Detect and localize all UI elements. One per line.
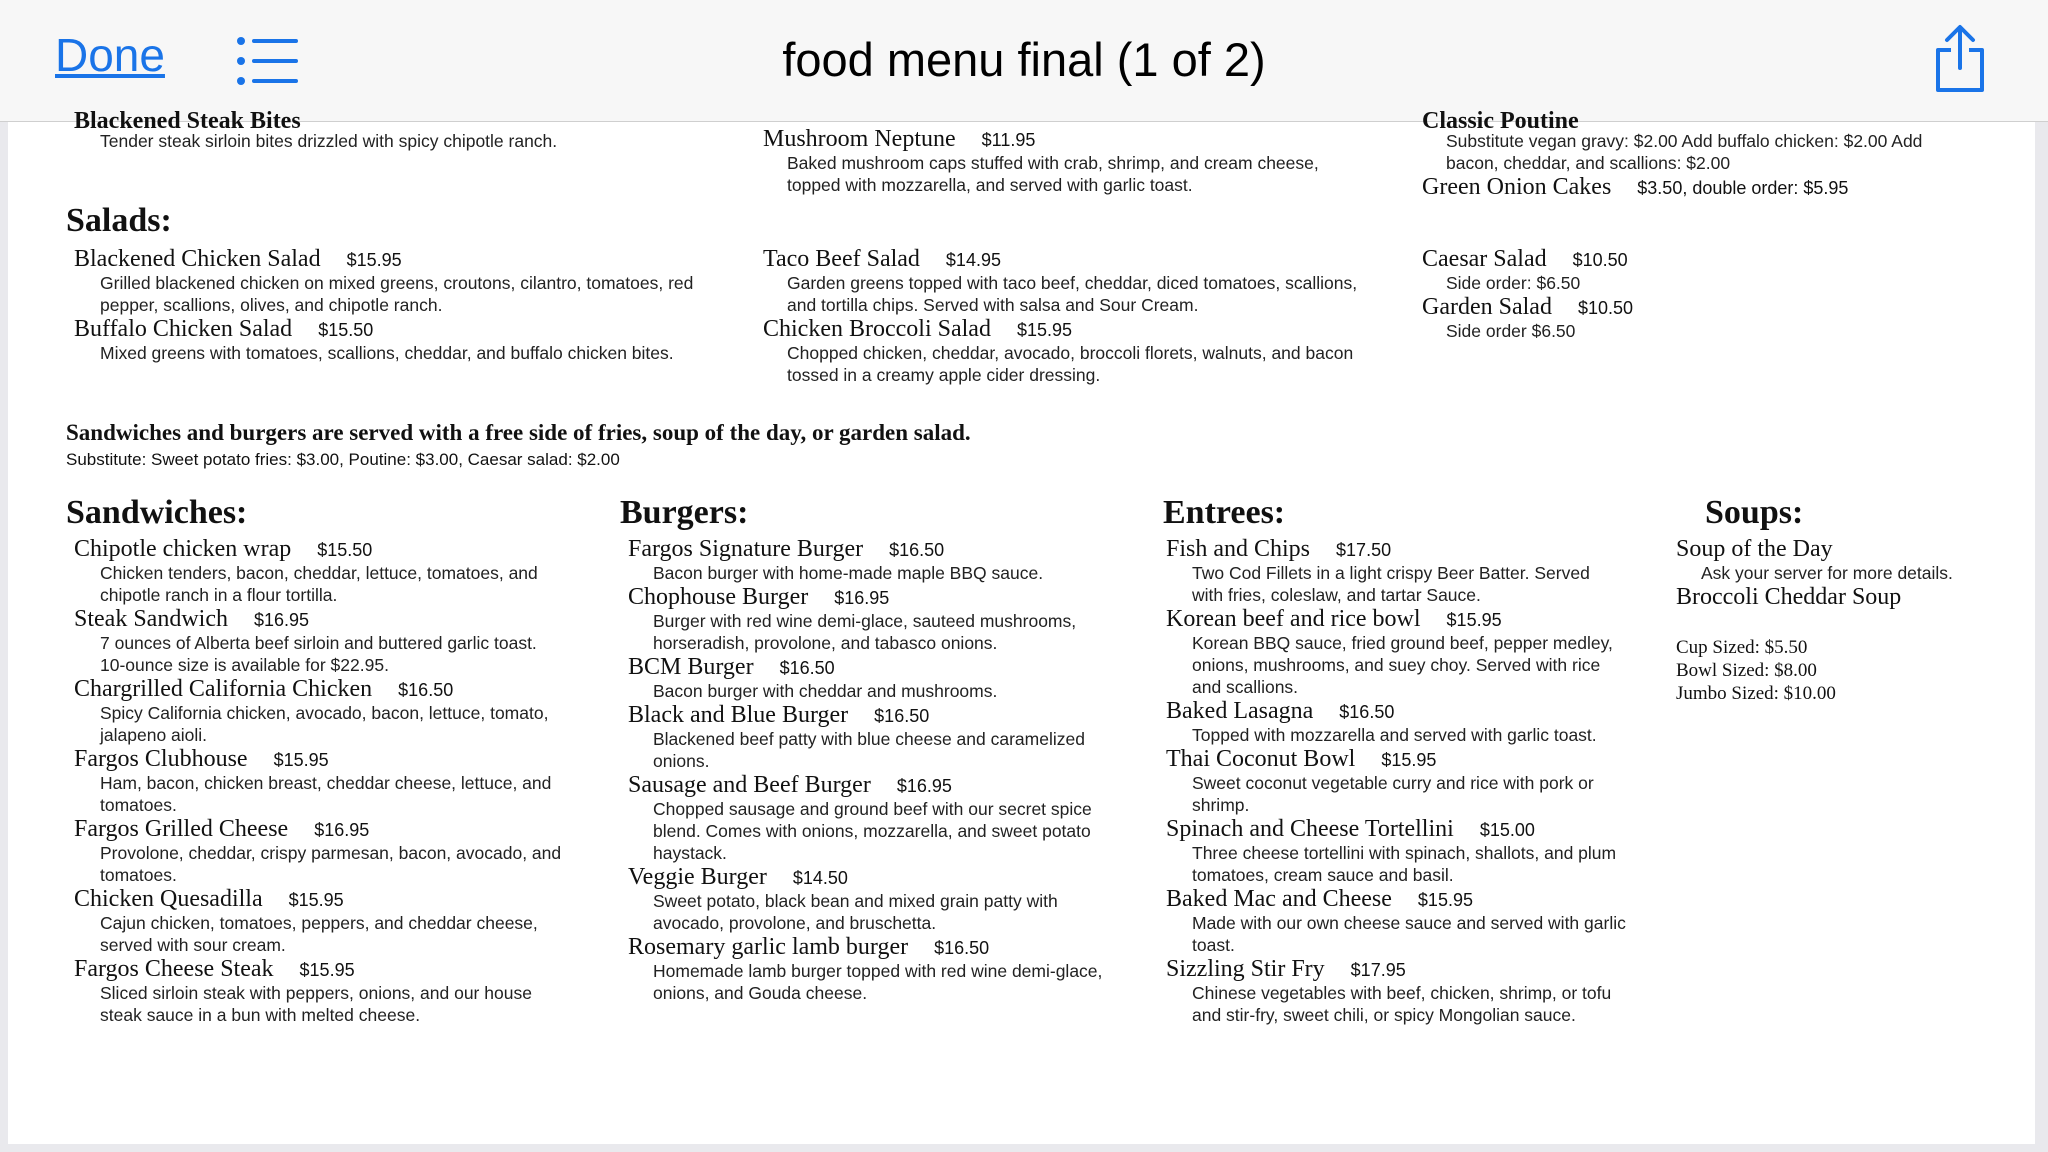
item-price: $15.95 <box>273 750 329 770</box>
item-chicken-broccoli-salad <box>763 316 1072 343</box>
done-button[interactable]: Done <box>55 29 165 81</box>
soups-heading: Soups: <box>1705 494 1804 531</box>
item-description: steak sauce in a bun with melted cheese. <box>100 1005 421 1025</box>
item-description: pepper, scallions, olives, and chipotle ranch. <box>100 295 443 315</box>
item-name: Chicken Broccoli Salad <box>763 316 991 342</box>
item-description: Provolone, cheddar, crispy parmesan, bacon, avocado, and <box>100 843 562 863</box>
document-title: food menu final (1 of 2) <box>782 33 1266 86</box>
item-description: Grilled blackened chicken on mixed greens, croutons, cilantro, tomatoes, red <box>100 273 694 293</box>
item-description: jalapeno aioli. <box>100 725 208 745</box>
item-garden-salad <box>1422 294 1633 321</box>
menu-item <box>74 956 355 983</box>
item-description: topped with mozzarella, and served with garlic toast. <box>787 175 1193 195</box>
item-name: Chipotle chicken wrap <box>74 536 292 562</box>
menu-item <box>74 886 344 913</box>
sandwiches-heading: Sandwiches: <box>66 494 248 531</box>
item-name: Caesar Salad <box>1422 246 1547 272</box>
item-price: $15.95 <box>346 250 402 270</box>
item-price: $15.95 <box>1016 320 1073 340</box>
item-price: $14.50 <box>792 868 848 888</box>
item-price: $17.50 <box>1336 540 1392 560</box>
menu-item <box>1166 816 1535 843</box>
item-mushroom-neptune <box>763 126 1035 153</box>
item-name: BCM Burger <box>628 654 754 680</box>
item-name: Spinach and Cheese Tortellini <box>1166 816 1454 842</box>
menu-item <box>1166 536 1391 563</box>
item-price: $16.50 <box>779 658 835 678</box>
item-description: blend. Comes with onions, mozzarella, and sweet potato <box>653 821 1091 841</box>
item-description: and tortilla chips. Served with salsa and Sour Cream. <box>787 295 1199 315</box>
soup-cup-size: Cup Sized: $5.50 <box>1676 637 1808 658</box>
item-description: Ask your server for more details. <box>1701 563 1953 583</box>
item-price: $16.95 <box>834 588 890 608</box>
soup-bowl-size: Bowl Sized: $8.00 <box>1676 660 1817 681</box>
item-price: $16.50 <box>874 706 930 726</box>
item-price: $16.50 <box>934 938 990 958</box>
item-description: chipotle ranch in a flour tortilla. <box>100 585 338 605</box>
menu-item <box>628 536 944 563</box>
item-name: Buffalo Chicken Salad <box>74 316 293 342</box>
item-description: onions, mushrooms, and suey choy. Served with rice <box>1192 655 1601 675</box>
item-description: Bacon burger with cheddar and mushrooms. <box>653 681 998 701</box>
item-name: Fargos Clubhouse <box>74 746 248 772</box>
item-description: Sweet coconut vegetable curry and rice with pork or <box>1192 773 1594 793</box>
substitute-note: Substitute: Sweet potato fries: $3.00, Poutine: $3.00, Caesar salad: $2.00 <box>66 450 620 469</box>
item-description: tomatoes. <box>100 795 177 815</box>
item-description: Side order $6.50 <box>1446 321 1576 341</box>
item-description: Baked mushroom caps stuffed with crab, shrimp, and cream cheese, <box>787 153 1319 173</box>
menu-item <box>1166 956 1406 983</box>
item-name: Thai Coconut Bowl <box>1166 746 1356 772</box>
item-description: tomatoes. <box>100 865 177 885</box>
item-soup-of-the-day: Soup of the Day <box>1676 536 1833 562</box>
item-description: Spicy California chicken, avocado, bacon, lettuce, tomato, <box>100 703 549 723</box>
item-green-onion-cakes <box>1422 174 1848 201</box>
item-description: Chopped chicken, cheddar, avocado, broccoli florets, walnuts, and bacon <box>787 343 1354 363</box>
item-description: Substitute vegan gravy: $2.00 Add buffalo chicken: $2.00 Add <box>1446 131 1923 151</box>
item-name: Fargos Grilled Cheese <box>74 816 289 842</box>
item-description: with fries, coleslaw, and tartar Sauce. <box>1192 585 1481 605</box>
menu-item <box>74 676 453 703</box>
item-name: Blackened Chicken Salad <box>74 246 321 272</box>
menu-item <box>1166 746 1436 773</box>
item-price: $10.50 <box>1572 250 1628 270</box>
item-description: Mixed greens with tomatoes, scallions, cheddar, and buffalo chicken bites. <box>100 343 674 363</box>
item-price: $15.50 <box>318 320 374 340</box>
item-description: Made with our own cheese sauce and served with garlic <box>1192 913 1626 933</box>
item-description: onions. <box>653 751 710 771</box>
menu-item <box>628 584 889 611</box>
menu-item <box>74 536 372 563</box>
item-buffalo-chicken-salad <box>74 316 373 343</box>
item-price: $16.95 <box>314 820 370 840</box>
item-caesar-salad <box>1422 246 1628 273</box>
item-price: $16.95 <box>253 610 310 630</box>
item-description: and stir-fry, sweet chili, or spicy Mongolian sauce. <box>1192 1005 1576 1025</box>
item-price: $15.95 <box>288 890 344 910</box>
item-description: Three cheese tortellini with spinach, shallots, and plum <box>1192 843 1617 863</box>
item-name: Veggie Burger <box>628 864 767 890</box>
item-description: Tender steak sirloin bites drizzled with spicy chipotle ranch. <box>100 131 558 151</box>
item-name: Chargrilled California Chicken <box>74 676 373 702</box>
share-icon[interactable] <box>1930 24 1990 94</box>
item-description: onions, and Gouda cheese. <box>653 983 868 1003</box>
menu-item <box>628 702 929 729</box>
item-description: served with sour cream. <box>100 935 286 955</box>
item-price: $11.95 <box>981 130 1036 150</box>
menu-item <box>74 816 369 843</box>
salads-heading: Salads: <box>66 202 172 239</box>
item-name: Fargos Cheese Steak <box>74 956 274 982</box>
menu-item <box>74 746 329 773</box>
item-broccoli-cheddar-soup: Broccoli Cheddar Soup <box>1676 584 1902 610</box>
item-description: horseradish, provolone, and tabasco onions. <box>653 633 998 653</box>
menu-item <box>628 772 952 799</box>
item-description: haystack. <box>653 843 727 863</box>
menu-item <box>1166 886 1473 913</box>
item-price: $15.00 <box>1479 820 1535 840</box>
item-name: Steak Sandwich <box>74 606 228 632</box>
item-description: toast. <box>1192 935 1235 955</box>
item-price: $15.95 <box>1417 890 1473 910</box>
item-description: Cajun chicken, tomatoes, peppers, and cheddar cheese, <box>100 913 538 933</box>
menu-item <box>628 654 835 681</box>
item-name: Chicken Quesadilla <box>74 886 263 912</box>
soup-jumbo-size: Jumbo Sized: $10.00 <box>1676 683 1836 704</box>
item-name: Chophouse Burger <box>628 584 809 610</box>
item-description: Chinese vegetables with beef, chicken, shrimp, or tofu <box>1192 983 1612 1003</box>
item-name: Baked Lasagna <box>1166 698 1314 724</box>
menu-item <box>628 934 989 961</box>
item-description: Sweet potato, black bean and mixed grain patty with <box>653 891 1058 911</box>
item-description: Ham, bacon, chicken breast, cheddar cheese, lettuce, and <box>100 773 552 793</box>
item-description: Chopped sausage and ground beef with our secret spice <box>653 799 1092 819</box>
item-price: $15.95 <box>299 960 355 980</box>
item-description: Bacon burger with home-made maple BBQ sauce. <box>653 563 1044 583</box>
menu-page <box>8 108 2035 1144</box>
menu-item <box>628 864 848 891</box>
item-description: Homemade lamb burger topped with red wine demi-glace, <box>653 961 1103 981</box>
item-price: $15.95 <box>1381 750 1437 770</box>
item-price: $17.95 <box>1350 960 1406 980</box>
item-name: Black and Blue Burger <box>628 702 849 728</box>
item-name: Fish and Chips <box>1166 536 1311 562</box>
item-name: Green Onion Cakes <box>1422 174 1612 200</box>
menu-item <box>1166 698 1394 725</box>
item-name: Baked Mac and Cheese <box>1166 886 1392 912</box>
menu-item <box>74 606 309 633</box>
item-description: tossed in a creamy apple cider dressing. <box>787 365 1101 385</box>
item-name: Taco Beef Salad <box>763 246 920 272</box>
item-description: bacon, cheddar, and scallions: $2.00 <box>1446 153 1731 173</box>
item-blackened-chicken-salad <box>74 246 402 273</box>
item-description: Two Cod Fillets in a light crispy Beer Batter. Served <box>1192 563 1590 583</box>
item-price: $15.95 <box>1446 610 1502 630</box>
item-price: $16.50 <box>1339 702 1395 722</box>
item-name: Rosemary garlic lamb burger <box>628 934 909 960</box>
item-price: $14.95 <box>945 250 1001 270</box>
entrees-heading: Entrees: <box>1163 494 1286 531</box>
item-name: Fargos Signature Burger <box>628 536 864 562</box>
item-price: $10.50 <box>1577 298 1634 318</box>
item-description: 7 ounces of Alberta beef sirloin and buttered garlic toast. <box>100 633 537 653</box>
cutoff-title-text: Classic Poutine <box>1422 108 1579 134</box>
item-description: Sliced sirloin steak with peppers, onions, and our house <box>100 983 532 1003</box>
item-description: Blackened beef patty with blue cheese and caramelized <box>653 729 1085 749</box>
item-name: Mushroom Neptune <box>763 126 956 152</box>
item-description: avocado, provolone, and bruschetta. <box>653 913 937 933</box>
sides-note: Sandwiches and burgers are served with a free side of fries, soup of the day, or garden salad. <box>66 420 971 445</box>
item-description: Side order: $6.50 <box>1446 273 1581 293</box>
item-description: and scallions. <box>1192 677 1299 697</box>
item-description: tomatoes, cream sauce and basil. <box>1192 865 1454 885</box>
item-name: Sizzling Stir Fry <box>1166 956 1325 982</box>
top-toolbar <box>0 0 2048 122</box>
item-price: $16.50 <box>889 540 945 560</box>
item-name: Sausage and Beef Burger <box>628 772 871 798</box>
item-price: $16.95 <box>896 776 952 796</box>
item-price: $15.50 <box>317 540 373 560</box>
item-description: Korean BBQ sauce, fried ground beef, pepper medley, <box>1192 633 1613 653</box>
item-description: Topped with mozzarella and served with garlic toast. <box>1192 725 1597 745</box>
item-description: shrimp. <box>1192 795 1250 815</box>
menu-item <box>1166 606 1502 633</box>
item-description: Chicken tenders, bacon, cheddar, lettuce, tomatoes, and <box>100 563 538 583</box>
item-taco-beef-salad <box>763 246 1001 273</box>
item-name: Garden Salad <box>1422 294 1552 320</box>
item-description: Burger with red wine demi-glace, sauteed mushrooms, <box>653 611 1077 631</box>
item-description: Garden greens topped with taco beef, cheddar, diced tomatoes, scallions, <box>787 273 1358 293</box>
item-price: $16.50 <box>398 680 454 700</box>
item-price: $3.50, double order: $5.95 <box>1637 178 1849 198</box>
cutoff-title-text: Blackened Steak Bites <box>74 108 301 134</box>
item-description: 10-ounce size is available for $22.95. <box>100 655 389 675</box>
burgers-heading: Burgers: <box>620 494 749 531</box>
item-name: Korean beef and rice bowl <box>1166 606 1421 632</box>
